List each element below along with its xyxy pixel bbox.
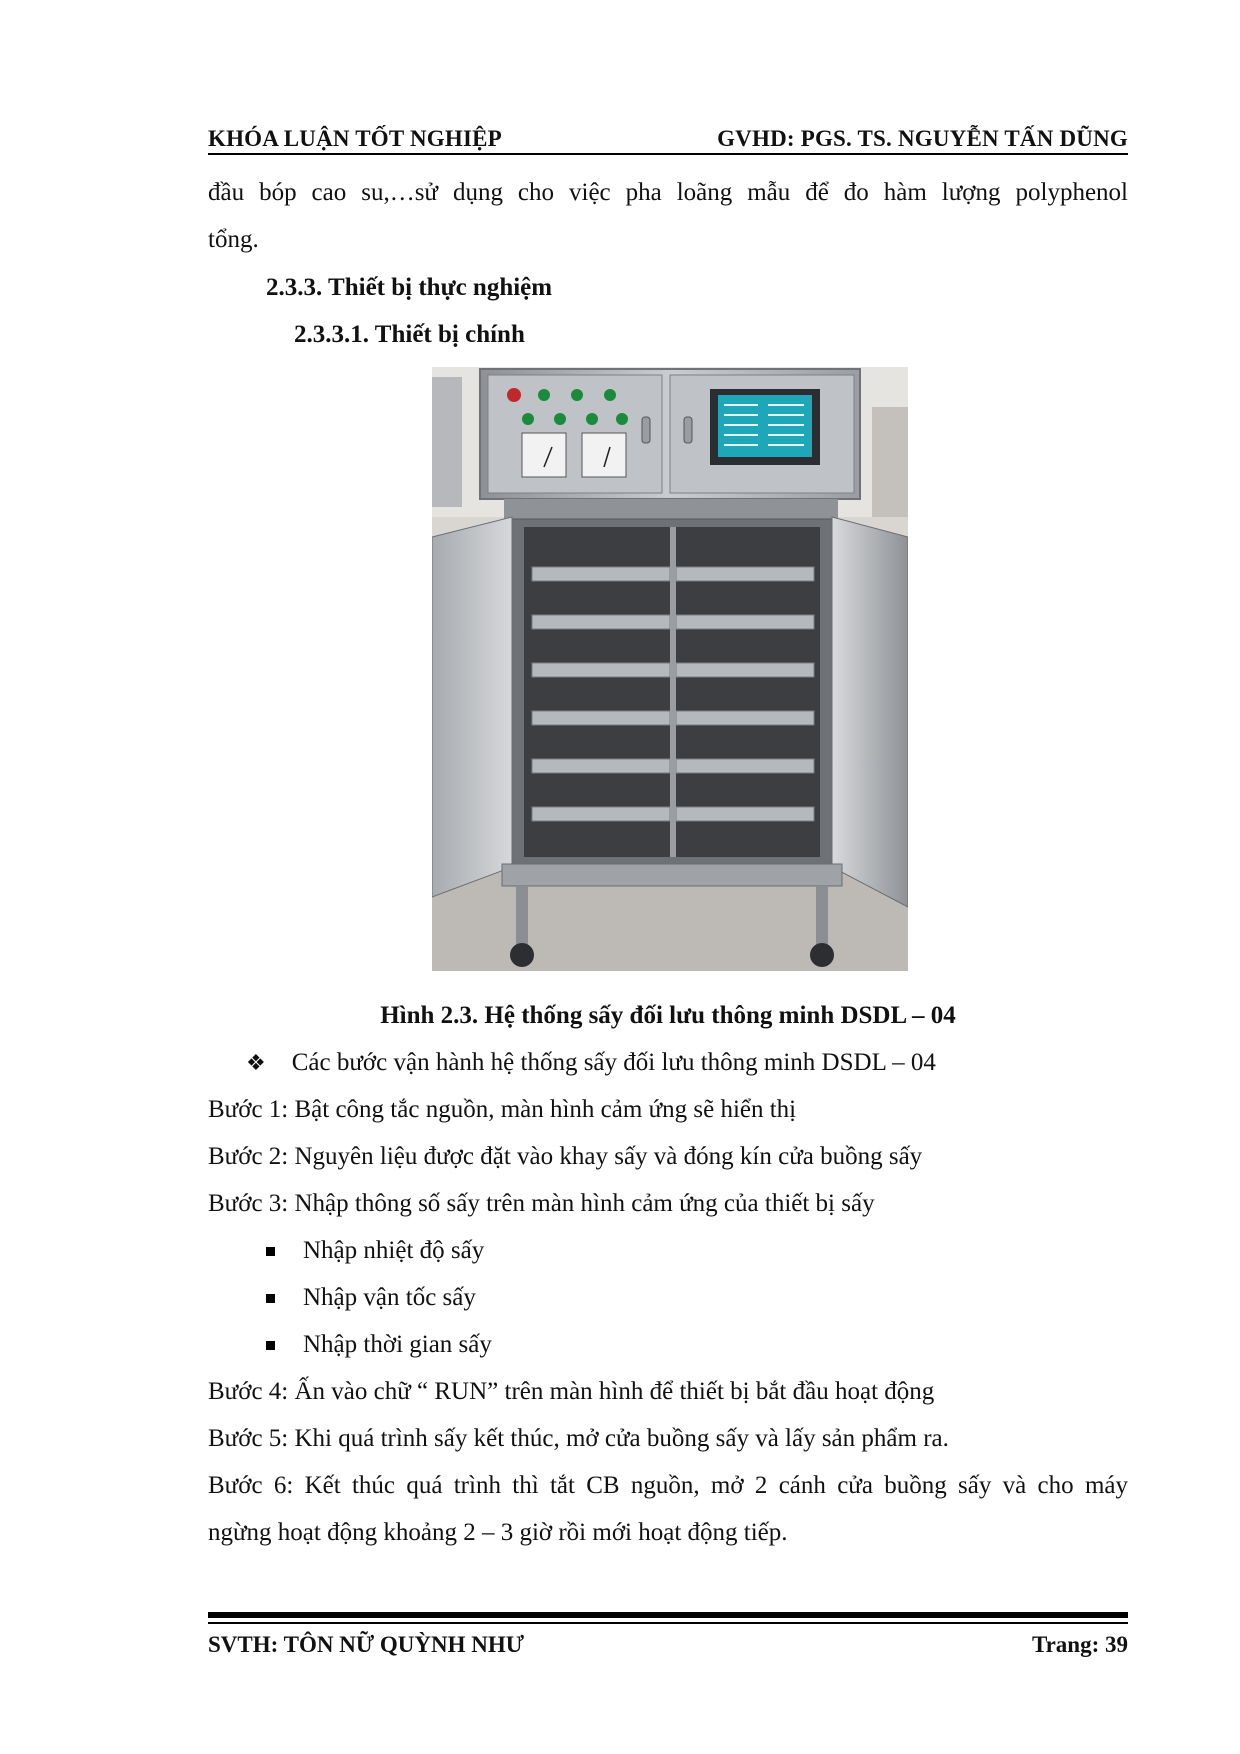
step-5: Bước 5: Khi quá trình sấy kết thúc, mở cửa buồng sấy và lấy sản phẩm ra.: [208, 1425, 949, 1452]
page-number: Trang: 39: [1031, 1632, 1128, 1657]
step-1: Bước 1: Bật công tắc nguồn, màn hình cảm ứng sẽ hiển thị: [208, 1096, 797, 1123]
step-3: Bước 3: Nhập thông số sấy trên màn hình cảm ứng của thiết bị sấy: [208, 1190, 875, 1217]
section-heading: 2.3.3. Thiết bị thực nghiệm: [266, 274, 553, 301]
step-2: Bước 2: Nguyên liệu được đặt vào khay sấy và đóng kín cửa buồng sấy: [208, 1143, 923, 1170]
header-left: KHÓA LUẬN TỐT NGHIỆP: [208, 126, 502, 151]
header-rule: [208, 153, 1128, 155]
diamond-bullet-icon: ❖: [246, 1050, 266, 1075]
square-bullet-icon: [266, 1294, 275, 1303]
figure-caption: Hình 2.3. Hệ thống sấy đối lưu thông minh DSDL – 04: [380, 1002, 956, 1029]
sub-item-label: Nhập vận tốc sấy: [303, 1284, 476, 1311]
square-bullet-icon: [266, 1247, 275, 1256]
square-bullet-icon: [266, 1341, 275, 1350]
sub-item: [266, 1283, 476, 1313]
subsection-heading: 2.3.3.1. Thiết bị chính: [294, 321, 525, 348]
step-6-line-1: Bước 6: Kết thúc quá trình thì tắt CB nguồn, mở 2 cánh cửa buồng sấy và cho máy: [208, 1472, 1128, 1499]
footer-rule: [208, 1612, 1128, 1618]
page-footer: [208, 1628, 1128, 1662]
dryer-photo: [432, 367, 908, 971]
step-4: Bước 4: Ấn vào chữ “ RUN” trên màn hình để thiết bị bắt đầu hoạt động: [208, 1378, 935, 1405]
header-right: GVHD: PGS. TS. NGUYỄN TẤN DŨNG: [717, 126, 1128, 151]
sub-item-label: Nhập nhiệt độ sấy: [303, 1237, 485, 1264]
intro-line-2: tổng.: [208, 226, 259, 253]
intro-line-1: đầu bóp cao su,…sử dụng cho việc pha loãng mẫu để đo hàm lượng polyphenol: [208, 179, 1128, 206]
footer-rule: [208, 1622, 1128, 1624]
sub-item: [266, 1330, 492, 1360]
footer-left: SVTH: TÔN NỮ QUỲNH NHƯ: [208, 1632, 525, 1657]
procedure-title-row: [246, 1048, 936, 1078]
procedure-title: Các bước vận hành hệ thống sấy đối lưu thông minh DSDL – 04: [291, 1049, 936, 1076]
sub-item: [266, 1236, 484, 1266]
step-6-line-2: ngừng hoạt động khoảng 2 – 3 giờ rồi mới hoạt động tiếp.: [208, 1519, 788, 1546]
sub-item-label: Nhập thời gian sấy: [303, 1331, 492, 1358]
page-header: [208, 112, 1128, 152]
